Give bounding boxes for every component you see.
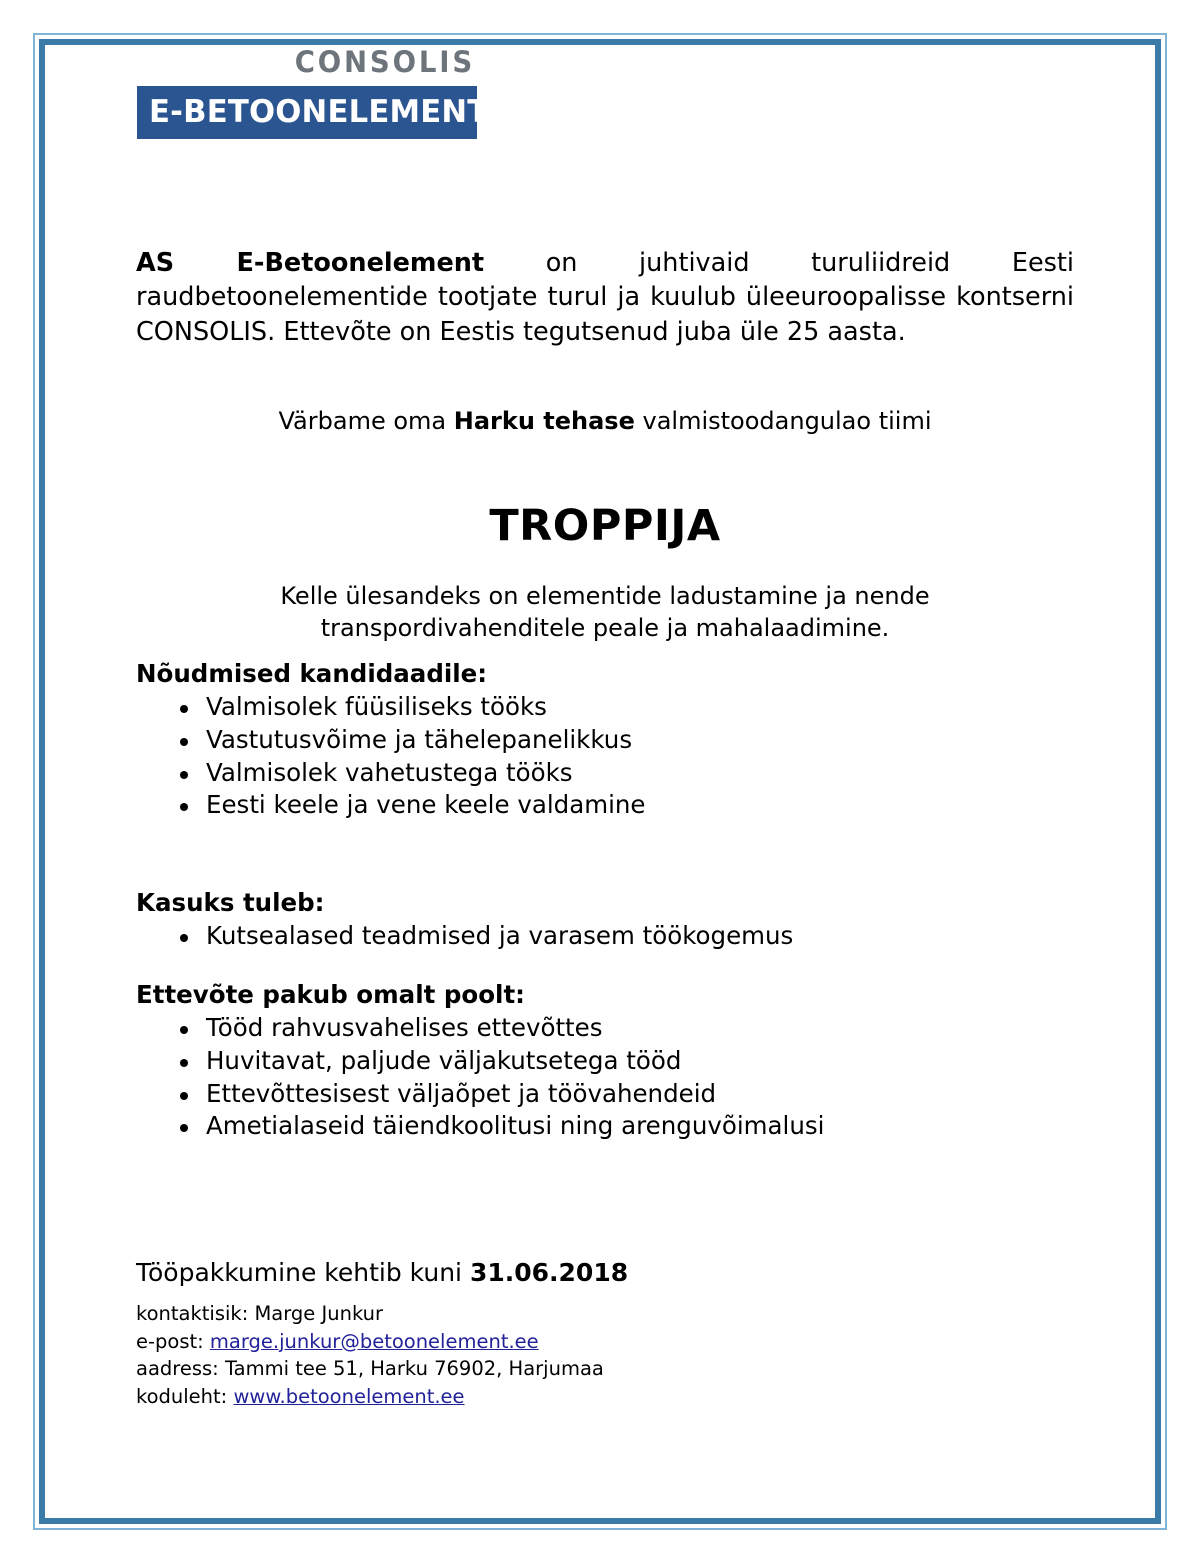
section-requirements xyxy=(136,658,1076,822)
offers-list xyxy=(136,1012,1076,1142)
job-title: TROPPIJA xyxy=(489,500,721,551)
list-item xyxy=(136,724,1076,757)
list-item xyxy=(136,1110,1076,1143)
contact-website-link[interactable]: www.betoonelement.ee xyxy=(233,1385,465,1409)
company-logo xyxy=(137,45,489,139)
consolis-wordmark: CONSOLIS xyxy=(294,45,476,79)
contact-person-row xyxy=(136,1300,836,1328)
contact-block xyxy=(136,1300,836,1411)
section-advantages xyxy=(136,887,1076,953)
deadline-label: Tööpakkumine kehtib kuni xyxy=(136,1258,470,1287)
list-item-text: Valmisolek füüsiliseks tööks xyxy=(206,692,547,722)
recruitment-line-before: Värbame oma xyxy=(278,407,454,435)
factory-name-bold: Harku tehase xyxy=(453,407,635,435)
list-item xyxy=(136,1078,1076,1111)
list-item xyxy=(136,789,1076,822)
contact-address-label: aadress: xyxy=(136,1357,225,1381)
job-description: Kelle ülesandeks on elementide ladustamine ja nende transpordivahenditele peale ja mahalaadimine. xyxy=(280,582,930,642)
contact-address-value: Tammi tee 51, Harku 76902, Harjumaa xyxy=(224,1357,604,1381)
list-item-text: Ettevõttesisest väljaõpet ja töövahendeid xyxy=(206,1078,717,1108)
section-company-offers xyxy=(136,979,1076,1143)
list-item-text: Huvitavat, paljude väljakutsetega tööd xyxy=(206,1045,682,1075)
list-item xyxy=(136,1012,1076,1045)
company-intro-text: on juhtivaid turuliidreid Eesti raudbetoonelementide tootjate turul ja kuulub üleeuroopalisse kontserni CONSOLIS. Ettevõte on Eestis tegutsenud juba üle 25 aasta. xyxy=(136,247,1075,348)
requirements-list xyxy=(136,691,1076,821)
contact-website-label: koduleht: xyxy=(136,1385,234,1409)
e-betoonelement-logo-text: E-BETOONELEMENT xyxy=(149,94,489,130)
contact-person-name: Marge Junkur xyxy=(254,1302,384,1325)
deadline-date: 31.06.2018 xyxy=(469,1258,629,1287)
e-betoonelement-logo-box xyxy=(137,86,489,139)
list-item xyxy=(136,1045,1076,1078)
section-heading: Ettevõte pakub omalt poolt: xyxy=(136,980,525,1009)
contact-email-link[interactable]: marge.junkur@betoonelement.ee xyxy=(209,1329,539,1353)
list-item-text: Ametialaseid täiendkoolitusi ning arenguvõimalusi xyxy=(206,1111,825,1141)
contact-email-row xyxy=(136,1328,836,1356)
recruitment-line xyxy=(136,406,1074,437)
contact-website-row xyxy=(136,1383,836,1411)
list-item xyxy=(136,691,1076,724)
section-heading: Nõudmised kandidaadile: xyxy=(136,659,488,688)
list-item-text: Tööd rahvusvahelises ettevõttes xyxy=(206,1013,603,1043)
company-intro-paragraph xyxy=(136,246,1074,351)
recruitment-line-after: valmistoodangulao tiimi xyxy=(634,407,932,435)
list-item xyxy=(136,920,1076,953)
list-item xyxy=(136,757,1076,790)
contact-address-row xyxy=(136,1355,836,1383)
list-item-text: Kutsealased teadmised ja varasem töökogemus xyxy=(206,921,794,951)
list-item-text: Eesti keele ja vene keele valdamine xyxy=(206,790,646,820)
application-deadline xyxy=(136,1257,1076,1290)
section-heading: Kasuks tuleb: xyxy=(136,888,325,917)
contact-email-label: e-post: xyxy=(136,1329,210,1353)
company-name-bold: AS E-Betoonelement xyxy=(136,247,485,278)
contact-person-label: kontaktisik: xyxy=(136,1302,255,1325)
advantages-list xyxy=(136,920,1076,953)
list-item-text: Vastutusvõime ja tähelepanelikkus xyxy=(206,724,633,754)
list-item-text: Valmisolek vahetustega tööks xyxy=(206,757,573,787)
